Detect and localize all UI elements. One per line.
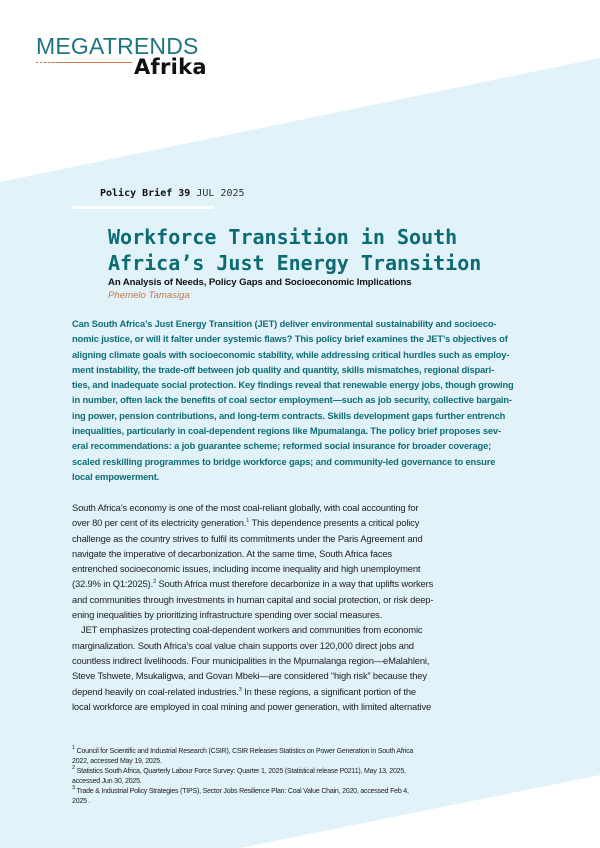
abstract-line: ment instability, the trade-off between job quality and quantity, skills mismatches, regional dispari- bbox=[72, 364, 495, 375]
footnote-3: $^3$ Trade & Industrial Policy Strategies (TIPS), Sector Jobs Resilience Plan: Coal Value Chain, 2020, accessed Feb 4, bbox=[72, 785, 409, 795]
brief-series-label: Policy Brief 39 bbox=[100, 188, 191, 199]
body-line: entrenched socioeconomic issues, including income inequality and high unemployment bbox=[72, 563, 421, 575]
body-line: South Africa’s economy is one of the most coal-reliant globally, with coal accounting for bbox=[72, 502, 419, 513]
abstract-line: ties, and inadequate social protection. Key findings reveal that renewable energy jobs, though growing bbox=[72, 380, 514, 391]
abstract-line: aligning climate goals with socioeconomic stability, while addressing critical hurdles such as employ- bbox=[72, 349, 510, 360]
megatrends-afrika-logo bbox=[36, 33, 207, 79]
body-line: countless indirect livelihoods. Four municipalities in the Mpumalanga region—eMalahleni, bbox=[72, 654, 430, 666]
body-line: Steve Tshwete, Msukaligwa, and Govan Mbeki—are considered “high risk” because they bbox=[72, 670, 427, 682]
body-line: (32.9% in Q1:2025).$^2$ South Africa must therefore decarbonize in a way that uplifts workers bbox=[72, 578, 434, 590]
abstract-line: Can South Africa’s Just Energy Transition (JET) deliver environmental sustainability and socioeco- bbox=[72, 319, 497, 329]
subtitle: An Analysis of Needs, Policy Gaps and Socioeconomic Implications bbox=[108, 277, 412, 288]
body-line: JET emphasizes protecting coal-dependent workers and communities from economic bbox=[81, 624, 423, 636]
footnote-2-cont: accessed Jun 30, 2025. bbox=[72, 778, 142, 785]
logo-wordmark-bottom: Afrika bbox=[134, 55, 207, 79]
footnote-ref-2[interactable]: 2 bbox=[153, 579, 156, 586]
abstract-line: scaled reskilling programmes to bridge workforce gaps; and community-led governance to ensure bbox=[72, 456, 496, 467]
body-line: ening inequalities by prioritizing infrastructure spending over social measures. bbox=[72, 609, 383, 621]
title-line: Workforce Transition in South bbox=[108, 225, 458, 249]
body-text bbox=[72, 500, 492, 714]
footnote-ref-3[interactable]: 3 bbox=[238, 686, 242, 693]
logo-rule-dashes bbox=[36, 62, 64, 63]
body-line: over 80 per cent of its electricity generation.$^1$ This dependence presents a critical policy bbox=[72, 517, 420, 529]
footnote-1-cont: 2022, accessed May 19, 2025. bbox=[72, 758, 162, 765]
author-name: Phemelo Tamasiga bbox=[108, 290, 190, 301]
body-line: depend heavily on coal-related industries.$^3$ In these regions, a significant portion of the bbox=[72, 685, 416, 697]
body-line: marginalization. South Africa’s coal value chain supports over 120,000 direct jobs and bbox=[72, 639, 414, 651]
body-line: navigate the imperative of decarbonization. At the same time, South Africa faces bbox=[72, 547, 392, 559]
abstract-line: nomic justice, or will it falter under systemic flaws? This policy brief examines the JET’s objectives of bbox=[72, 334, 508, 345]
page-title bbox=[108, 224, 548, 276]
abstract-line: eral recommendations: a job guarantee scheme; reformed social insurance for broader coverage; bbox=[72, 441, 492, 452]
footnote-2: $^2$ Statistics South Africa, Quarterly Labour Force Survey: Quarter 1, 2025 (Statistical release P0211), May 13, 2025, bbox=[72, 765, 406, 775]
brief-meta bbox=[100, 188, 245, 199]
brief-date: JUL 2025 bbox=[196, 188, 245, 199]
abstract-line: local empowerment. bbox=[72, 471, 160, 482]
footnote-3-cont: 2025 . bbox=[72, 798, 91, 805]
body-line: local workforce are employed in coal mining and power generation, with limited alternative bbox=[72, 700, 432, 712]
footnotes bbox=[72, 747, 492, 807]
title-line: Africa’s Just Energy Transition bbox=[108, 251, 482, 275]
footnote-1: $^1$ Council for Scientific and Industrial Research (CSIR), CSIR Releases Statistics on Power Generation in South Africa bbox=[72, 745, 414, 755]
logo-wordmark-top: MEGATRENDS bbox=[36, 33, 199, 59]
abstract-line: ing power, pension contributions, and long-term contracts. Skills development gaps further entrench bbox=[72, 410, 506, 421]
abstract bbox=[72, 317, 542, 485]
abstract-line: in number, often lack the benefits of coal sector employment—such as job security, collective bargain- bbox=[72, 395, 512, 406]
footnote-ref-1[interactable]: 1 bbox=[246, 518, 250, 525]
divider-bar bbox=[72, 206, 214, 209]
body-line: challenge as the country strives to fulfil its commitments under the Paris Agreement and bbox=[72, 532, 423, 544]
abstract-line: inequalities, particularly in coal-dependent regions like Mpumalanga. The policy brief proposes sev- bbox=[72, 426, 501, 437]
body-line: and communities through investments in human capital and social protection, or risk deep- bbox=[72, 593, 434, 605]
